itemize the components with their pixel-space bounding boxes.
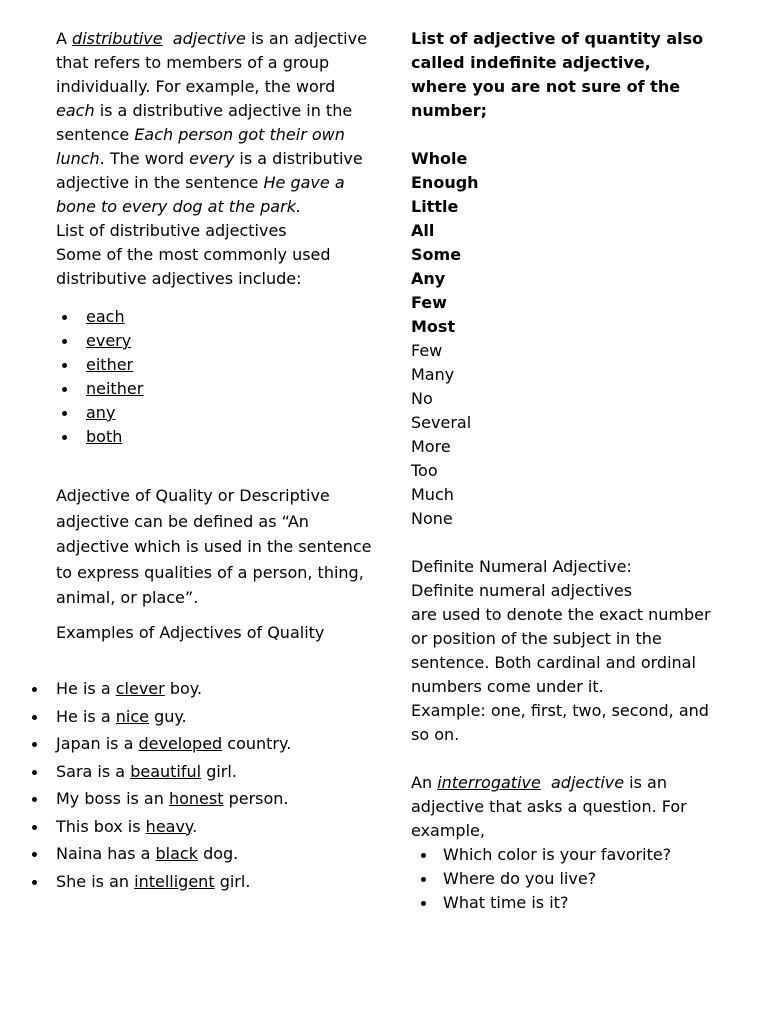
quality-examples-title: Examples of Adjectives of Quality xyxy=(56,622,325,642)
example-text: He is a xyxy=(56,706,111,726)
quality-word: intelligent xyxy=(134,871,215,891)
distributive-word: neither xyxy=(86,379,144,398)
quality-word: honest xyxy=(168,789,224,808)
quality-word: clever xyxy=(115,679,165,698)
quality-word: black xyxy=(155,844,198,863)
example-text: He is a xyxy=(56,679,111,698)
quantity-heading: List of adjective of quantity also called indefinite adjective, where you are not sure of the number; xyxy=(411,29,704,120)
quality-definition: Adjective of Quality or Descriptive adjective can be defined as “An adjective which is used in the sentence to express qualities of a person, thing, animal, or place”. xyxy=(56,486,372,607)
list-item xyxy=(56,675,291,703)
right-column xyxy=(411,27,731,915)
example-text: dog. xyxy=(203,844,239,863)
list-item xyxy=(56,785,291,813)
example-text: She is an xyxy=(56,871,130,891)
adjective-term: adjective xyxy=(551,773,625,792)
example-text: girl. xyxy=(206,761,237,781)
list-item xyxy=(56,840,291,868)
example-text: guy. xyxy=(154,706,187,726)
article-text: A xyxy=(56,29,67,48)
article-text: An xyxy=(411,773,433,792)
quantity-word: All xyxy=(411,221,435,240)
interrogative-paragraph xyxy=(411,771,731,843)
list-item: Where do you live? xyxy=(411,867,731,891)
numeral-example: Example: one, first, two, second, and so on. xyxy=(411,701,709,744)
definition-text: is an adjective that asks a question. For example, xyxy=(411,773,687,840)
distributive-word: each xyxy=(86,307,125,326)
sentence-text: is a distributive adjective in the sentence xyxy=(56,101,353,144)
quantity-word: None xyxy=(411,509,453,528)
sentence-text: is a distributive adjective in the sentence xyxy=(56,149,363,192)
quantity-word: More xyxy=(411,437,451,456)
quantity-word: Enough xyxy=(411,173,479,192)
example-text: boy. xyxy=(169,679,203,698)
each-word: each xyxy=(56,101,95,120)
sentence-text: . The word xyxy=(99,149,185,168)
distributive-word: any xyxy=(86,403,116,422)
example-sentence-1: Each person got their own lunch xyxy=(56,125,345,168)
distributive-list xyxy=(56,305,376,449)
quantity-word: Much xyxy=(411,485,454,504)
quality-examples-list xyxy=(56,675,291,895)
list-item xyxy=(56,730,291,758)
every-word: every xyxy=(189,149,235,168)
list-item xyxy=(56,353,376,377)
quantity-word: Few xyxy=(411,293,447,312)
interrogative-term: interrogative xyxy=(437,773,541,792)
distributive-list-title: List of distributive adjectives xyxy=(56,221,287,240)
adjective-term: adjective xyxy=(172,29,246,48)
quantity-word: Little xyxy=(411,197,459,216)
numeral-line: Definite numeral adjectives xyxy=(411,581,633,600)
example-sentence-2: He gave a bone to every dog at the park. xyxy=(56,173,345,216)
list-item xyxy=(56,703,291,731)
interrogative-list xyxy=(411,843,731,915)
list-item: Which color is your favorite? xyxy=(411,843,731,867)
definition-text: is an adjective that refers to members of a group individually. For example, the word xyxy=(56,29,367,96)
quantity-word: No xyxy=(411,389,433,408)
list-item: What time is it? xyxy=(411,891,731,915)
distributive-paragraph xyxy=(56,27,376,219)
example-text: girl. xyxy=(219,871,251,891)
list-item xyxy=(56,377,376,401)
list-item xyxy=(56,868,291,896)
quality-word: heavy xyxy=(145,816,193,836)
quantity-word: Whole xyxy=(411,149,468,168)
example-text: person. xyxy=(228,789,289,808)
list-item xyxy=(56,329,376,353)
distributive-word: both xyxy=(86,427,123,446)
example-text: Naina has a xyxy=(56,844,151,863)
quantity-word: Few xyxy=(411,341,443,360)
numeral-title: Definite Numeral Adjective: xyxy=(411,557,632,576)
example-text: Japan is a xyxy=(56,734,134,753)
list-item xyxy=(56,401,376,425)
quantity-word: Several xyxy=(411,413,472,432)
list-item xyxy=(56,425,376,449)
numeral-body: are used to denote the exact number or position of the subject in the sentence. Both cardinal and ordinal numbers come under it. xyxy=(411,605,711,696)
quality-word: developed xyxy=(138,734,223,753)
example-text: . xyxy=(192,816,198,836)
distributive-list-intro: Some of the most commonly used distributive adjectives include: xyxy=(56,245,331,288)
example-text: country. xyxy=(227,734,292,753)
quantity-word: Any xyxy=(411,269,446,288)
distributive-term: distributive xyxy=(72,29,163,48)
quantity-word: Many xyxy=(411,365,455,384)
list-item xyxy=(56,305,376,329)
quantity-word: Some xyxy=(411,245,462,264)
left-column xyxy=(56,27,376,645)
list-item xyxy=(56,813,291,841)
quantity-word: Too xyxy=(411,461,438,480)
example-text: Sara is a xyxy=(56,761,126,781)
quantity-word: Most xyxy=(411,317,456,336)
quality-word: nice xyxy=(115,706,149,726)
distributive-word: every xyxy=(86,331,132,350)
quality-word: beautiful xyxy=(130,761,202,781)
example-text: This box is xyxy=(56,816,141,836)
list-item xyxy=(56,758,291,786)
distributive-word: either xyxy=(86,355,134,374)
example-text: My boss is an xyxy=(56,789,164,808)
